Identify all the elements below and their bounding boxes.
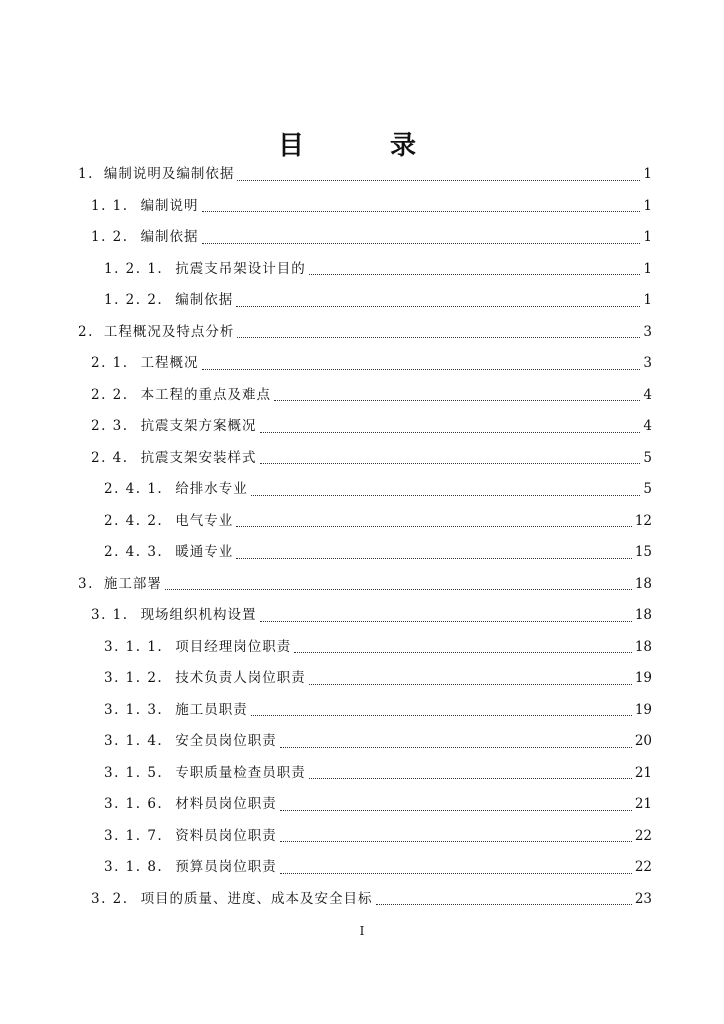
- toc-entry-page: 1: [643, 166, 652, 182]
- toc-entry-page: 18: [634, 607, 652, 623]
- toc-entry-label: 项目的质量、进度、成本及安全目标: [140, 890, 373, 907]
- toc-entry-number: 3. 1. 7.: [104, 827, 164, 844]
- toc-entry-page: 5: [643, 449, 652, 466]
- toc-entry[interactable]: [0, 569, 724, 601]
- toc-entry-page: 21: [634, 764, 652, 781]
- toc-entry-number: 1. 2. 2.: [104, 292, 164, 308]
- toc-entry-number: 3. 1.: [91, 607, 129, 623]
- toc-entry-page: 4: [643, 418, 652, 434]
- toc-entry-page: 20: [634, 733, 652, 749]
- toc-entry-label: 施工部署: [103, 575, 162, 592]
- toc-entry-label: 编制说明及编制依据: [103, 166, 235, 182]
- toc-entry-label: 抗震支架方案概况: [140, 418, 257, 434]
- toc-entry-label: 抗震支架安装样式: [140, 449, 257, 466]
- toc-entry[interactable]: [0, 159, 724, 191]
- toc-entry-number: 3. 1. 2.: [104, 670, 164, 686]
- toc-entry-number: 1. 2. 1.: [104, 260, 164, 277]
- toc-entry-page: 22: [634, 827, 652, 844]
- dot-leader: [309, 273, 641, 275]
- dot-leader: [202, 368, 641, 370]
- toc-entry-label: 资料员岗位职责: [175, 827, 277, 844]
- toc-entry-label: 专职质量检查员职责: [175, 764, 306, 781]
- toc-entry-number: 3. 1. 3.: [104, 701, 164, 718]
- toc-entry-label: 电气专业: [175, 512, 234, 529]
- toc-entry-label: 工程概况及特点分析: [103, 323, 235, 340]
- toc-entry-label: 现场组织机构设置: [140, 607, 257, 623]
- toc-entry-page: 12: [634, 512, 652, 529]
- toc-entry-label: 编制依据: [140, 229, 199, 245]
- toc-entry[interactable]: [0, 726, 724, 758]
- toc-entry[interactable]: [0, 600, 724, 632]
- dot-leader: [309, 683, 632, 685]
- toc-entry-number: 3. 2.: [91, 890, 129, 907]
- toc-entry[interactable]: [0, 285, 724, 317]
- dot-leader: [376, 903, 632, 905]
- toc-entry-label: 项目经理岗位职责: [175, 638, 292, 655]
- dot-leader: [260, 620, 632, 622]
- toc-entry-label: 抗震支吊架设计目的: [175, 260, 306, 277]
- toc-entry-number: 1. 1.: [91, 197, 129, 214]
- toc-entry-page: 1: [643, 229, 652, 245]
- toc-entry[interactable]: [0, 884, 724, 916]
- toc-entry[interactable]: [0, 474, 724, 506]
- toc-entry-number: 3. 1. 6.: [104, 796, 164, 812]
- toc-entry[interactable]: [0, 537, 724, 569]
- toc-entry-number: 3. 1. 4.: [104, 733, 164, 749]
- toc-entry[interactable]: [0, 821, 724, 853]
- toc-entry-page: 18: [634, 575, 652, 592]
- toc-entry[interactable]: [0, 411, 724, 443]
- toc-entry-number: 2. 4. 2.: [104, 512, 164, 529]
- dot-leader: [236, 557, 632, 559]
- toc-entry-label: 技术负责人岗位职责: [175, 670, 306, 686]
- toc-entry-number: 3. 1. 1.: [104, 638, 164, 655]
- toc-entry-number: 2. 2.: [91, 386, 129, 403]
- toc-entry[interactable]: [0, 695, 724, 727]
- toc-entry-number: 3. 1. 5.: [104, 764, 164, 781]
- dot-leader: [280, 809, 632, 811]
- toc-entry-page: 18: [634, 638, 652, 655]
- toc-entry-number: 2. 4. 3.: [104, 544, 164, 560]
- toc-entry-page: 1: [643, 292, 652, 308]
- toc-entry-page: 23: [634, 890, 652, 907]
- toc-entry-number: 1.: [78, 166, 94, 182]
- dot-leader: [251, 494, 641, 496]
- toc-entry-number: 2. 1.: [91, 355, 129, 371]
- toc-entry-number: 1. 2.: [91, 229, 129, 245]
- toc-entry-number: 3. 1. 8.: [104, 859, 164, 875]
- dot-leader: [165, 588, 632, 590]
- toc-entry[interactable]: [0, 222, 724, 254]
- toc-entry-label: 安全员岗位职责: [175, 733, 277, 749]
- dot-leader: [280, 840, 632, 842]
- toc-entry-label: 给排水专业: [175, 481, 248, 497]
- toc-entry-number: 2. 4.: [91, 449, 129, 466]
- toc-entry-page: 3: [643, 355, 652, 371]
- table-of-contents: [0, 159, 724, 915]
- toc-entry[interactable]: [0, 443, 724, 475]
- toc-entry-page: 3: [643, 323, 652, 340]
- toc-entry-label: 编制说明: [140, 197, 199, 214]
- toc-entry[interactable]: [0, 758, 724, 790]
- dot-leader: [309, 777, 632, 779]
- toc-title: 目 录: [277, 131, 446, 161]
- dot-leader: [260, 431, 641, 433]
- toc-entry-page: 4: [643, 386, 652, 403]
- dot-leader: [237, 336, 640, 338]
- dot-leader: [280, 746, 632, 748]
- toc-entry-label: 工程概况: [140, 355, 199, 371]
- toc-entry-page: 1: [643, 260, 652, 277]
- toc-entry-page: 15: [634, 544, 652, 560]
- toc-entry-page: 5: [643, 481, 652, 497]
- dot-leader: [202, 242, 641, 244]
- toc-entry[interactable]: [0, 380, 724, 412]
- toc-entry-label: 施工员职责: [175, 701, 248, 718]
- toc-entry[interactable]: [0, 317, 724, 349]
- toc-entry-label: 本工程的重点及难点: [140, 386, 272, 403]
- toc-entry-page: 19: [634, 701, 652, 718]
- toc-entry[interactable]: [0, 789, 724, 821]
- dot-leader: [202, 210, 641, 212]
- toc-entry[interactable]: [0, 632, 724, 664]
- toc-entry[interactable]: [0, 663, 724, 695]
- toc-entry-label: 编制依据: [175, 292, 234, 308]
- toc-entry[interactable]: [0, 852, 724, 884]
- toc-entry[interactable]: [0, 191, 724, 223]
- toc-entry-number: 2. 3.: [91, 418, 129, 434]
- toc-entry-page: 1: [643, 197, 652, 214]
- dot-leader: [236, 525, 632, 527]
- toc-entry-page: 22: [634, 859, 652, 875]
- dot-leader: [236, 305, 640, 307]
- page-number: I: [359, 924, 365, 938]
- dot-leader: [294, 651, 632, 653]
- dot-leader: [274, 399, 640, 401]
- dot-leader: [251, 714, 632, 716]
- dot-leader: [260, 462, 641, 464]
- toc-entry[interactable]: [0, 348, 724, 380]
- toc-entry-number: 2.: [78, 323, 94, 340]
- toc-entry[interactable]: [0, 254, 724, 286]
- toc-entry-page: 21: [634, 796, 652, 812]
- dot-leader: [237, 179, 640, 181]
- toc-entry-page: 19: [634, 670, 652, 686]
- toc-entry[interactable]: [0, 506, 724, 538]
- toc-entry-label: 预算员岗位职责: [175, 859, 277, 875]
- dot-leader: [280, 872, 632, 874]
- toc-entry-label: 材料员岗位职责: [175, 796, 277, 812]
- toc-entry-label: 暖通专业: [175, 544, 234, 560]
- toc-entry-number: 2. 4. 1.: [104, 481, 164, 497]
- toc-entry-number: 3.: [78, 575, 94, 592]
